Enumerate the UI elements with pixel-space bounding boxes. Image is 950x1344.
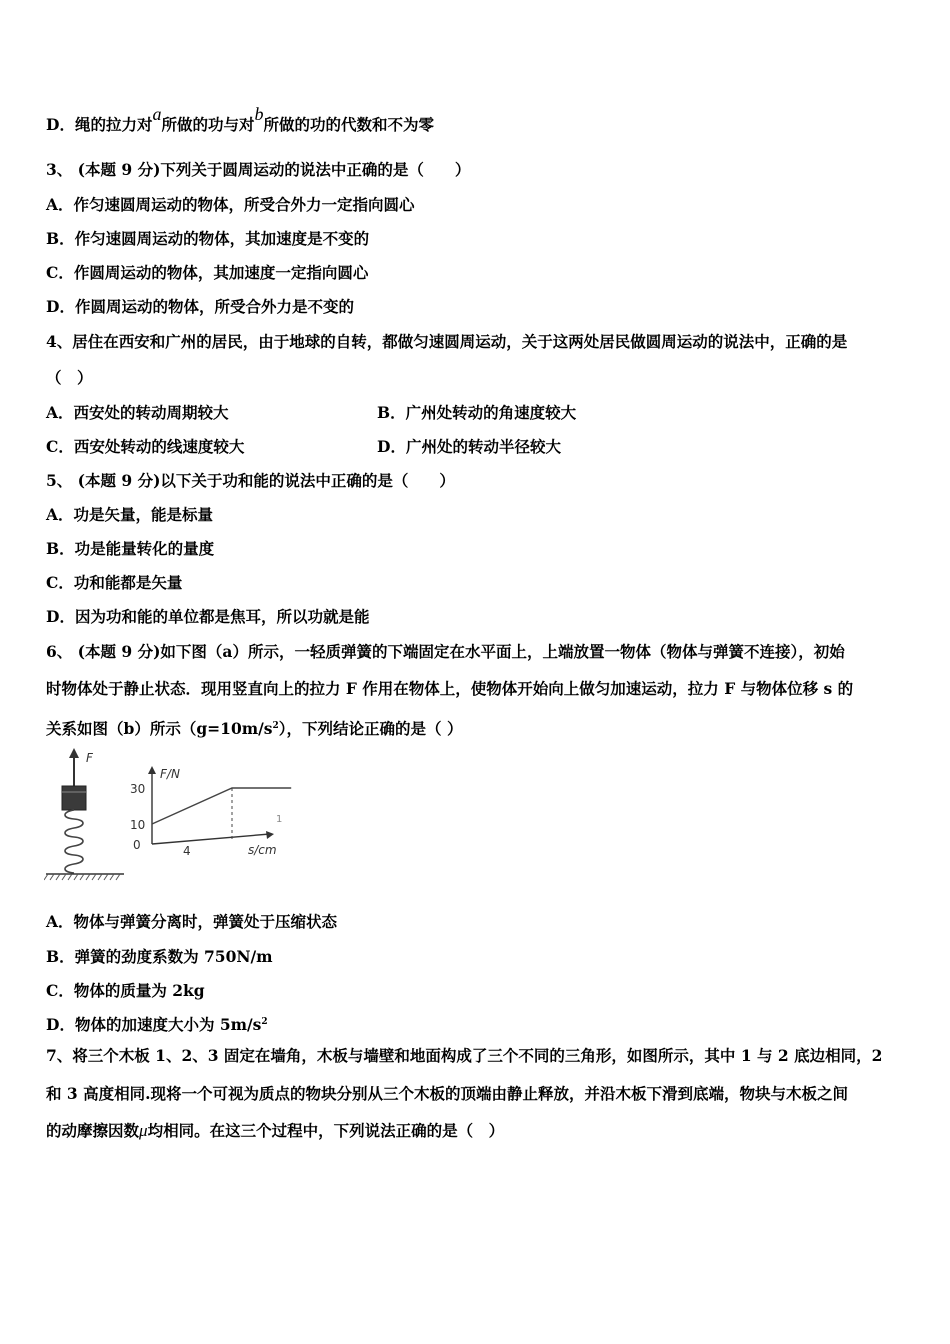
var-a: a	[152, 104, 162, 124]
force-curve	[152, 788, 291, 824]
q4-stem-line1: 4、居住在西安和广州的居民，由于地球的自转，都做匀速圆周运动，关于这两处居民做圆周运动的说法中，正确的是	[46, 332, 848, 351]
q6-stem-line3	[46, 716, 462, 739]
var-b: b	[254, 104, 264, 124]
q6-option-a	[46, 909, 337, 932]
ground-hatch	[44, 874, 120, 880]
q6-stem-line1: 6、 (本题 9 分)如下图（a）所示，一轻质弹簧的下端固定在水平面上，上端放置一物体（物体与弹簧不连接），初始	[46, 642, 845, 661]
q2-option-d-text-2: 所做的功与对	[161, 115, 255, 134]
q4-option-c: C．西安处转动的线速度较大	[46, 437, 245, 456]
q4-option-a: A．西安处的转动周期较大	[46, 403, 229, 422]
q6-option-d-sup: 2	[261, 1017, 268, 1027]
q3-stem: 3、 (本题 9 分)下列关于圆周运动的说法中正确的是（ ）	[46, 160, 471, 179]
q7-stem-line3-post: 均相同。在这三个过程中，下列说法正确的是（ ）	[147, 1121, 505, 1140]
q6-option-d-text: D．物体的加速度大小为 5m/s	[46, 1015, 262, 1035]
y-axis-arrow	[148, 766, 156, 774]
y-tick-10: 10	[130, 818, 146, 832]
q6-option-a-text: A．物体与弹簧分离时，弹簧处于压缩状态	[46, 912, 338, 932]
spring-block-diagram	[44, 748, 124, 880]
q6-stem-line3-pre: 关系如图（b）所示（g=10m/s	[46, 719, 273, 739]
spring	[65, 810, 83, 873]
q7-stem-line3-pre: 的动摩擦因数	[46, 1121, 140, 1140]
y-axis-label: F/N	[160, 767, 180, 781]
y-tick-0: 0	[133, 838, 141, 852]
q5-stem: 5、 (本题 9 分)以下关于功和能的说法中正确的是（ ）	[46, 471, 455, 490]
q2-option-d-text-1: D．绳的拉力对	[46, 115, 153, 134]
q6-option-d	[46, 1012, 268, 1035]
force-displacement-graph	[130, 766, 291, 858]
q3-option-a: A．作匀速圆周运动的物体，所受合外力一定指向圆心	[46, 195, 415, 214]
q3-option-c: C．作圆周运动的物体，其加速度一定指向圆心	[46, 263, 369, 282]
q6-option-c	[46, 978, 205, 1001]
side-mark: 1	[276, 814, 283, 825]
q2-option-d	[46, 104, 434, 135]
q7-stem-line1: 7、将三个木板 1、2、3 固定在墙角，木板与墙壁和地面构成了三个不同的三角形，如图所示，其中 1 与 2 底边相同，2	[46, 1046, 883, 1065]
q3-option-b: B．作匀速圆周运动的物体，其加速度是不变的	[46, 229, 370, 248]
x-tick-4: 4	[183, 844, 191, 858]
q6-stem-line3-post: ），下列结论正确的是（ ）	[278, 719, 463, 739]
x-axis-arrow	[266, 831, 274, 839]
q2-option-d-text-3: 所做的功的代数和不为零	[263, 115, 434, 134]
q7-stem-line3	[46, 1121, 504, 1141]
force-label: F	[86, 751, 93, 765]
mu-symbol: μ	[139, 1121, 148, 1140]
q6-option-b-text: B．弹簧的劲度系数为 750N/m	[46, 947, 273, 967]
q6-option-c-text: C．物体的质量为 2kg	[46, 981, 205, 1001]
q4-option-b: B．广州处转动的角速度较大	[377, 403, 577, 422]
q6-figure	[44, 746, 294, 886]
q6-stem-line2: 时物体处于静止状态．现用竖直向上的拉力 F 作用在物体上，使物体开始向上做匀加速运动，拉力 F 与物体位移 s 的	[46, 679, 854, 698]
q6-option-b	[46, 944, 273, 967]
x-axis-label: s/cm	[248, 843, 277, 857]
q4-option-d: D．广州处的转动半径较大	[377, 437, 561, 456]
q5-option-a: A．功是矢量，能是标量	[46, 505, 214, 524]
y-tick-30: 30	[130, 782, 146, 796]
q5-option-b: B．功是能量转化的量度	[46, 539, 215, 558]
q3-option-d: D．作圆周运动的物体，所受合外力是不变的	[46, 297, 354, 316]
force-arrow-head	[69, 748, 79, 758]
q4-stem-line2: （ ）	[46, 368, 93, 387]
q6-stem-line3-sup: 2	[272, 721, 279, 731]
q5-option-d: D．因为功和能的单位都是焦耳，所以功就是能	[46, 607, 370, 626]
q5-option-c: C．功和能都是矢量	[46, 573, 183, 592]
q7-stem-line2: 和 3 高度相同.现将一个可视为质点的物块分别从三个木板的顶端由静止释放，并沿木板下滑到底端，物块与木板之间	[46, 1084, 848, 1103]
block	[62, 786, 86, 810]
